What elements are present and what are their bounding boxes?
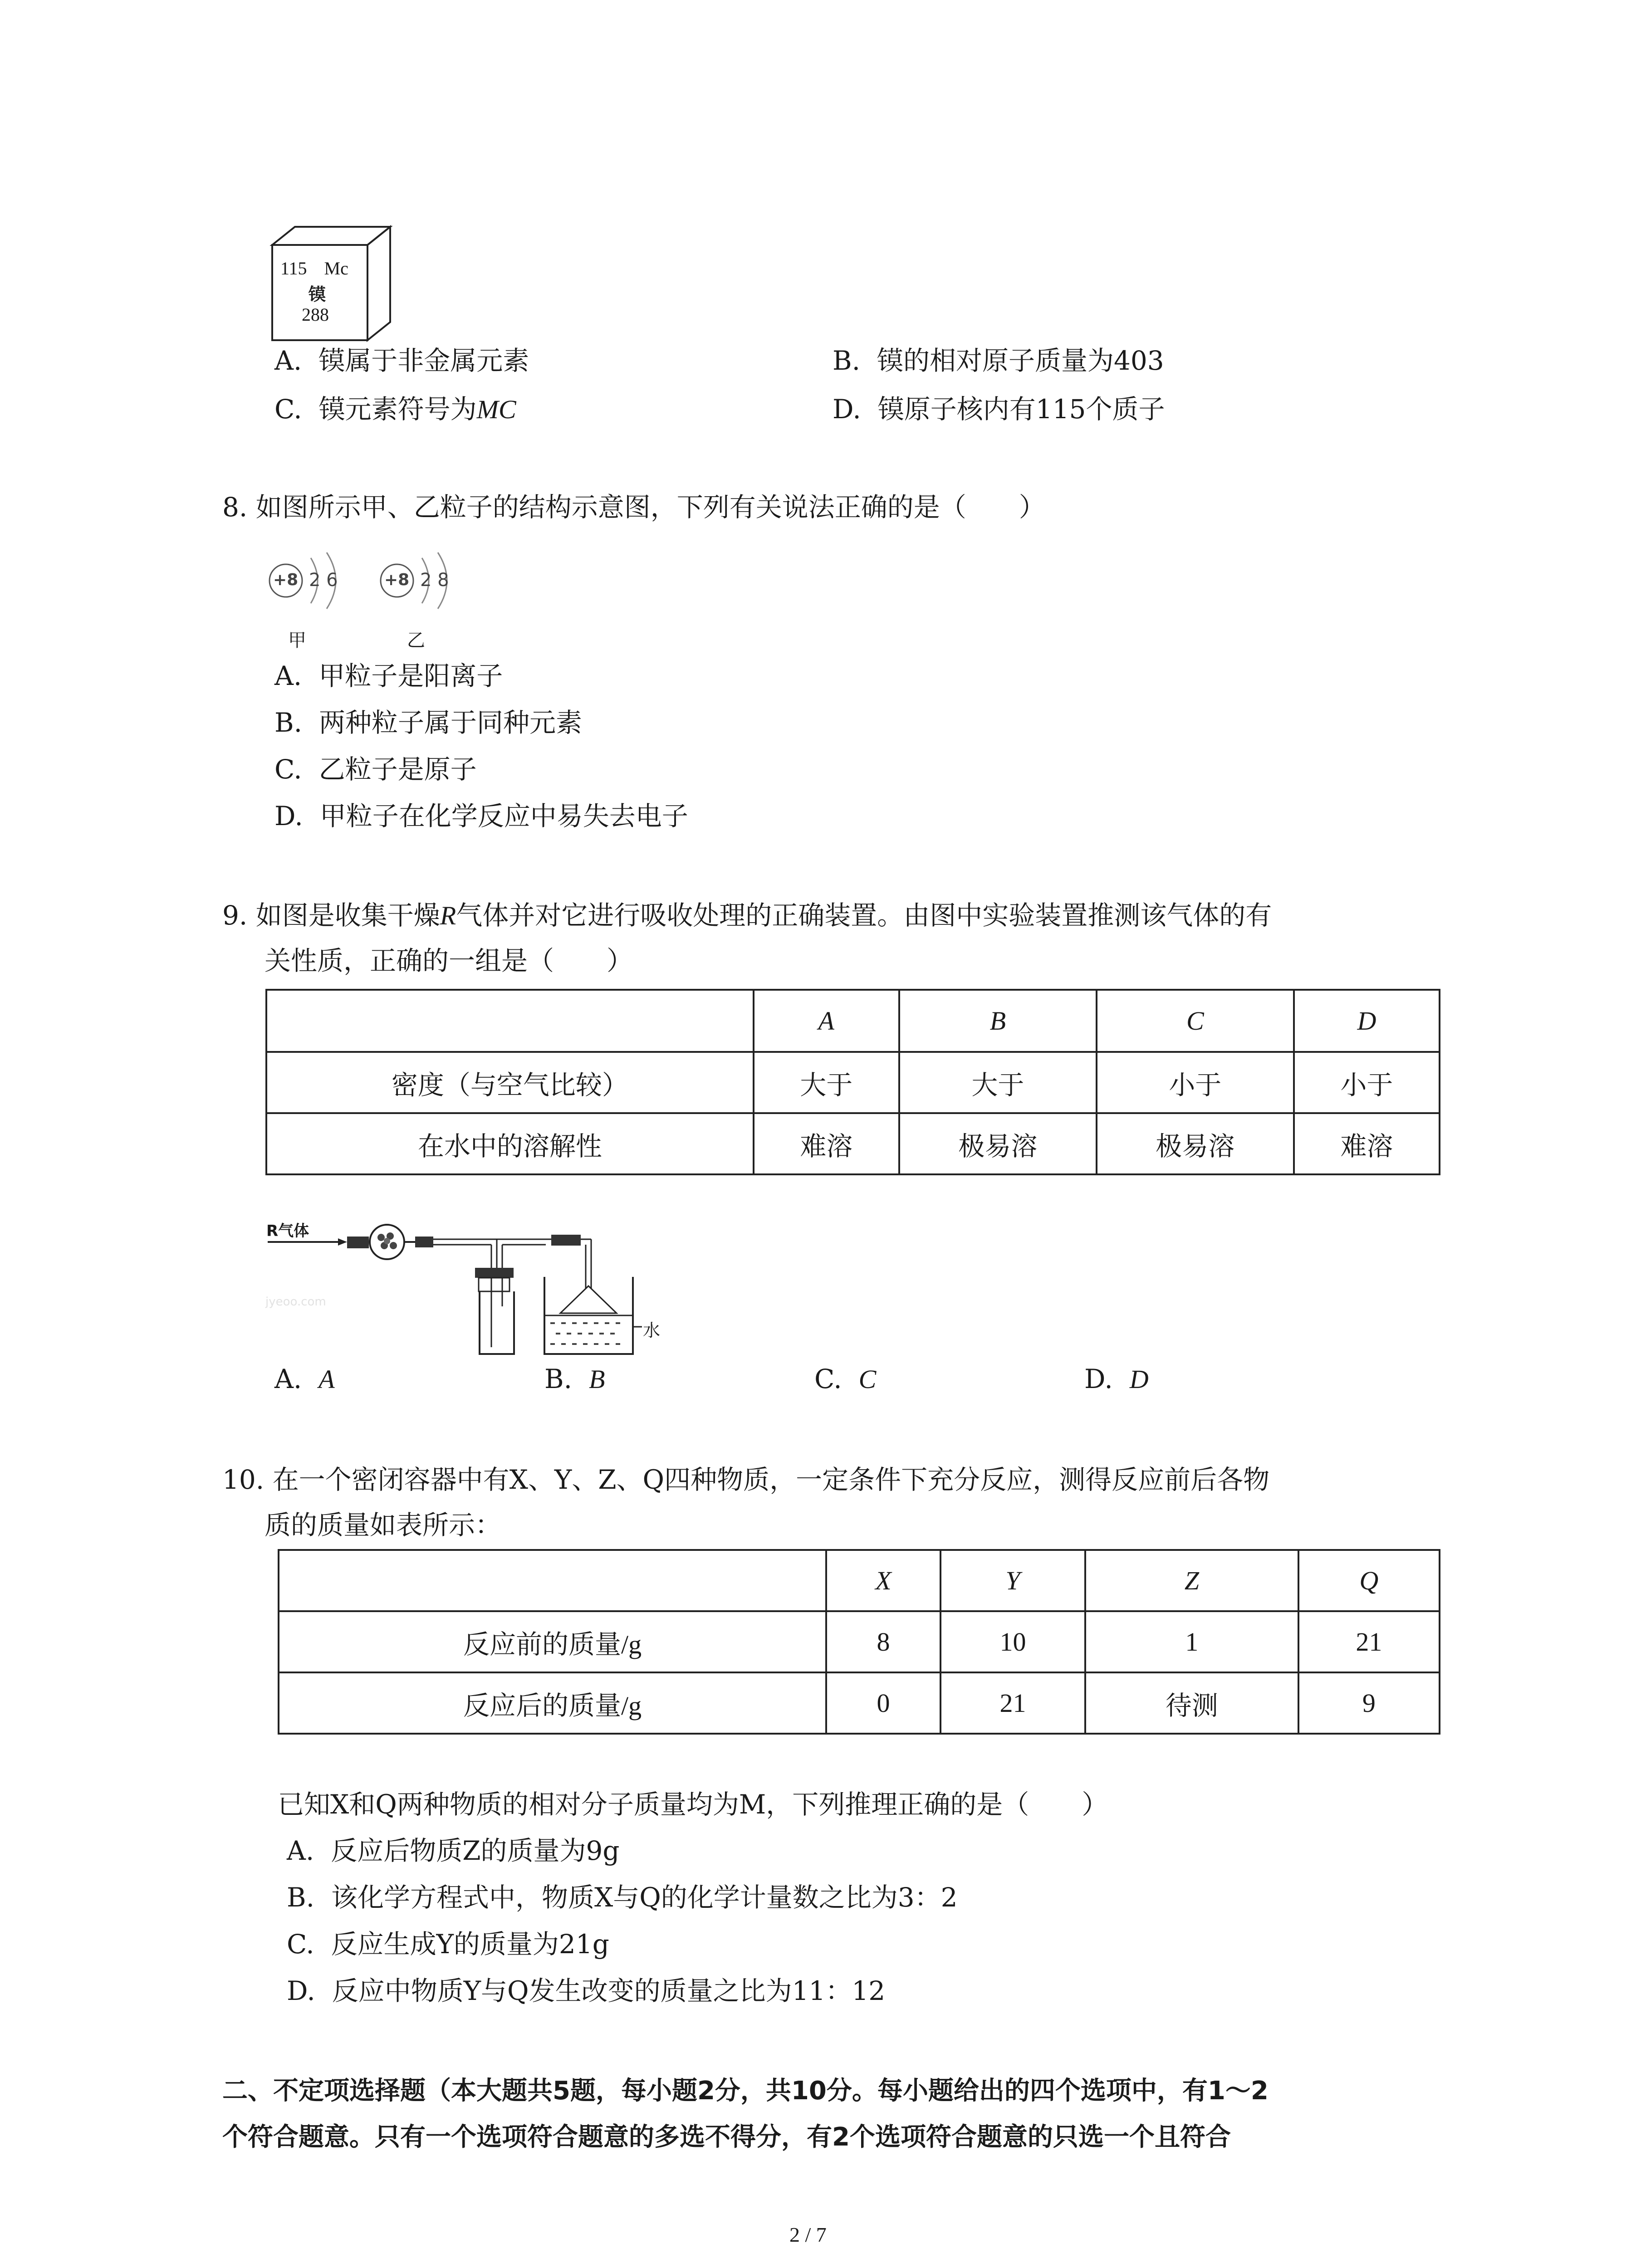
element-name: 镆 <box>309 284 326 304</box>
q7-option-b[interactable]: B. 镆的相对原子质量为403 <box>833 345 1164 376</box>
q9-option-b[interactable]: B. B <box>544 1364 605 1394</box>
q9-table <box>265 989 1440 1175</box>
q10-stem-line2: 质的质量如表所示： <box>265 1510 502 1540</box>
q9-cell: 大于 <box>754 1052 899 1113</box>
q9-stem-line1: 9. 如图是收集干燥R气体并对它进行吸收处理的正确装置。由图中实验装置推测该气体的有 <box>222 900 1272 931</box>
particle-yi-label: 乙 <box>407 630 425 651</box>
water-label: 水 <box>643 1320 661 1340</box>
particle-yi-nucleus: +8 <box>384 571 410 589</box>
q8-stem: 8. 如图所示甲、乙粒子的结构示意图，下列有关说法正确的是（ ） <box>222 492 1045 523</box>
q9-cell: 大于 <box>899 1052 1097 1113</box>
q9-option-d[interactable]: D. D <box>1084 1364 1149 1394</box>
q10-cell: 9 <box>1298 1672 1440 1734</box>
q10-header-empty <box>279 1550 826 1611</box>
q10-cell: 8 <box>826 1611 941 1672</box>
q9-cell: 极易溶 <box>1097 1113 1294 1174</box>
q10-stem-line1: 10. 在一个密闭容器中有X、Y、Z、Q四种物质，一定条件下充分反应，测得反应前后各物 <box>222 1464 1270 1495</box>
q9-cell: 小于 <box>1294 1052 1440 1113</box>
q10-option-b[interactable]: B. 该化学方程式中，物质X与Q的化学计量数之比为3：2 <box>287 1882 958 1913</box>
q8-option-a[interactable]: A. 甲粒子是阳离子 <box>274 660 503 691</box>
particle-diagrams <box>265 549 474 662</box>
q10-cell: 0 <box>826 1672 941 1734</box>
q8-option-c[interactable]: C. 乙粒子是原子 <box>274 754 477 785</box>
gas-label: R气体 <box>266 1222 309 1240</box>
q7-option-c[interactable]: C. 镆元素符号为MC <box>274 394 516 425</box>
watermark: jyeoo.com <box>265 1295 326 1309</box>
q9-stem-line2: 关性质，正确的一组是（ ） <box>265 945 633 976</box>
element-mass: 288 <box>302 304 329 325</box>
q9-header-b: B <box>899 990 1097 1052</box>
q10-header-q: Q <box>1298 1550 1440 1611</box>
q10-table <box>278 1549 1440 1735</box>
q9-header-d: D <box>1294 990 1440 1052</box>
q10-row-after-label: 反应后的质量/g <box>279 1672 826 1734</box>
q10-row-before-label: 反应前的质量/g <box>279 1611 826 1672</box>
particle-yi-shells: 2 8 <box>420 570 449 591</box>
section2-heading-line2: 个符合题意。只有一个选项符合题意的多选不得分，有2个选项符合题意的只选一个且符合 <box>222 2122 1231 2152</box>
q10-cell: 10 <box>941 1611 1085 1672</box>
q9-option-a[interactable]: A. A <box>274 1364 335 1394</box>
q10-cell: 1 <box>1085 1611 1298 1672</box>
q9-header-a: A <box>754 990 899 1052</box>
q7-option-a[interactable]: A. 镆属于非金属元素 <box>274 345 529 376</box>
q8-option-d[interactable]: D. 甲粒子在化学反应中易失去电子 <box>274 801 688 831</box>
q8-option-b[interactable]: B. 两种粒子属于同种元素 <box>274 707 582 738</box>
apparatus-diagram <box>265 1216 683 1365</box>
q9-header-empty <box>266 990 754 1052</box>
q10-header-z: Z <box>1085 1550 1298 1611</box>
particle-jia-label: 甲 <box>288 630 306 651</box>
q10-header-y: Y <box>941 1550 1085 1611</box>
q10-cell: 21 <box>1298 1611 1440 1672</box>
q9-cell: 难溶 <box>754 1113 899 1174</box>
q7-option-d[interactable]: D. 镆原子核内有115个质子 <box>833 394 1165 425</box>
page-number: 2 / 7 <box>789 2223 827 2246</box>
particle-jia-nucleus: +8 <box>273 571 299 589</box>
particle-jia-shells: 2 6 <box>309 570 338 591</box>
q9-row-density-label: 密度（与空气比较） <box>266 1052 754 1113</box>
q10-known: 已知X和Q两种物质的相对分子质量均为M，下列推理正确的是（ ） <box>278 1789 1108 1820</box>
q9-row-solubility-label: 在水中的溶解性 <box>266 1113 754 1174</box>
q10-option-c[interactable]: C. 反应生成Y的质量为21g <box>287 1929 609 1960</box>
element-symbol: Mc <box>324 258 348 279</box>
q9-header-c: C <box>1097 990 1294 1052</box>
q9-cell: 小于 <box>1097 1052 1294 1113</box>
q9-cell: 极易溶 <box>899 1113 1097 1174</box>
element-card-image <box>268 222 395 345</box>
q10-option-a[interactable]: A. 反应后物质Z的质量为9g <box>287 1835 620 1866</box>
q9-option-c[interactable]: C. C <box>814 1364 877 1394</box>
q10-header-x: X <box>826 1550 941 1611</box>
section2-heading-line1: 二、不定项选择题（本大题共5题，每小题2分，共10分。每小题给出的四个选项中，有1～2 <box>222 2076 1269 2106</box>
q9-cell: 难溶 <box>1294 1113 1440 1174</box>
q10-cell: 待测 <box>1085 1672 1298 1734</box>
element-number: 115 <box>280 258 307 279</box>
q10-option-d[interactable]: D. 反应中物质Y与Q发生改变的质量之比为11：12 <box>287 1975 886 2006</box>
q10-cell: 21 <box>941 1672 1085 1734</box>
